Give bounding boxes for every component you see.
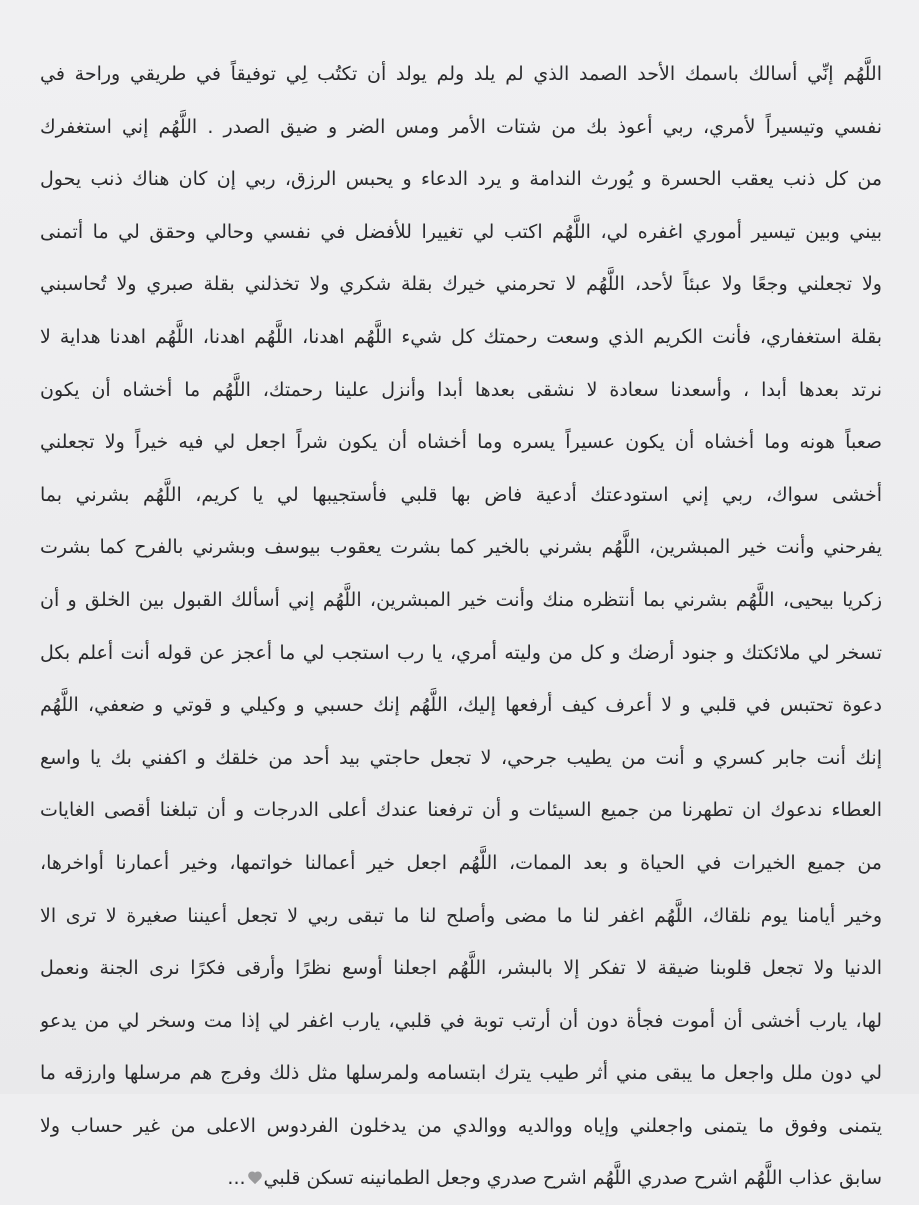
- text-line-15: العطاء ندعوك ان تطهرنا من جميع السيئات و أن ترفعنا عندك أعلى الدرجات و أن تبلغنا أقصى الغايات: [40, 799, 882, 822]
- text-line-16: من جميع الخيرات في الحياة و بعد الممات، اللَّهُم اجعل خير أعمالنا خواتمها، وخير أعمارنا أواخرها،: [40, 851, 882, 874]
- text-line-22: [40, 1152, 882, 1205]
- grey-heart-icon: [248, 1172, 262, 1186]
- text-line-17: وخير أيامنا يوم نلقاك، اللَّهُم اغفر لنا ما مضى وأصلح لنا ما تبقى ربي لا تجعل أعيننا صغيرة لا ترى الا: [40, 904, 882, 927]
- text-line-7: نرتد بعدها أبدا ، وأسعدنا سعادة لا نشقى بعدها أبدا وأنزل علينا رحمتك، اللَّهُم ما أخشاه أن يكون: [40, 378, 882, 401]
- text-line-4: بيني وبين تيسير أموري اغفره لي، اللَّهُم اكتب لي تغييرا للأفضل في نفسي وحالي وحقق لي ما أتمنى: [40, 220, 882, 243]
- text-line-1: اللَّهُم إنِّي أسالك باسمك الأحد الصمد الذي لم يلد ولم يولد أن تكتُب لِي توفيقاً في طريقي وراحة في: [40, 63, 882, 85]
- text-line-20: لي دون ملل واجعل ما يبقى مني أثر طيب يترك ابتسامه ولمرسلها مثل ذلك وفرج هم مرسلها وارزقه ما: [40, 1062, 882, 1085]
- text-line-11: زكريا بيحيى، اللَّهُم بشرني بما أنتظره منك وأنت خير المبشرين، اللَّهُم إني أسألك القبول بين الخلق و أن: [40, 588, 882, 611]
- text-line-5: ولا تجعلني وجعًا ولا عبئاً لأحد، اللَّهُم لا تحرمني خيرك بقلة شكري ولا تخذلني بقلة صبري ولا تُحاسبني: [40, 273, 882, 296]
- text-line-13: دعوة تحتبس في قلبي و لا أعرف كيف أرفعها إليك، اللَّهُم إنك حسبي و وكيلي و قوتي و ضعفي، اللَّهُم: [40, 694, 882, 717]
- text-line-6: بقلة استغفاري، فأنت الكريم الذي وسعت رحمتك كل شيء اللَّهُم اهدنا، اللَّهُم اهدنا، اللَّهُم اهدنا هداية لا: [40, 325, 882, 348]
- text-ending: ...: [227, 1167, 246, 1190]
- text-line-3: من كل ذنب يعقب الحسرة و يُورث الندامة و يرد الدعاء و يحبس الرزق، ربي إن كان هناك ذنب يحول: [40, 168, 882, 191]
- text-line-14: إنك أنت جابر كسري و أنت من يطيب جرحي، لا تجعل حاجتي بيد أحد من خلقك و اكفني بك يا واسع: [40, 746, 882, 769]
- text-line-10: يفرحني وأنت خير المبشرين، اللَّهُم بشرني بالخير كما بشرت يعقوب بيوسف وبشرني بالفرح كما بشرت: [40, 536, 882, 559]
- text-line-9: أخشى سواك، ربي إني استودعتك أدعية فاض بها قلبي فأستجيبها لي يا كريم، اللَّهُم بشرني بما: [40, 483, 882, 506]
- text-line-12: تسخر لي ملائكتك و جنود أرضك و كل من وليته أمري، يا رب استجب لي ما أعجز عن قوله أنت أعلم بكل: [40, 641, 882, 664]
- text-line-8: صعباً هونه وما أخشاه أن يكون عسيراً يسره وما أخشاه أن يكون شراً اجعل لي فيه خيراً ولا تجعلني: [40, 431, 882, 454]
- prayer-text: [40, 48, 882, 1205]
- text-line-19: لها، يارب أخشى أن أموت فجأة دون أن أرتب توبة في قلبي، يارب اغفر لي إذا مت وسخر لي من يدعو: [40, 1009, 882, 1032]
- text-line-21: يتمنى وفوق ما يتمنى واجعلني وإياه ووالديه ووالدي من يدخلون الفردوس الاعلى من غير حساب ولا: [40, 1114, 882, 1137]
- text-line-18: الدنيا ولا تجعل قلوبنا ضيقة لا تفكر إلا بالبشر، اللَّهُم اجعلنا أوسع نظرًا وأرقى فكرًا نرى الجنة ونعمل: [40, 957, 882, 980]
- text-line-2: نفسي وتيسيراً لأمري، ربي أعوذ بك من شتات الأمر ومس الضر و ضيق الصدر . اللَّهُم إني استغفرك: [40, 115, 882, 138]
- text-line-22-content: سابق عذاب اللَّهُم اشرح صدري اللَّهُم اشرح صدري وجعل الطمانينه تسكن قلبي: [263, 1167, 882, 1190]
